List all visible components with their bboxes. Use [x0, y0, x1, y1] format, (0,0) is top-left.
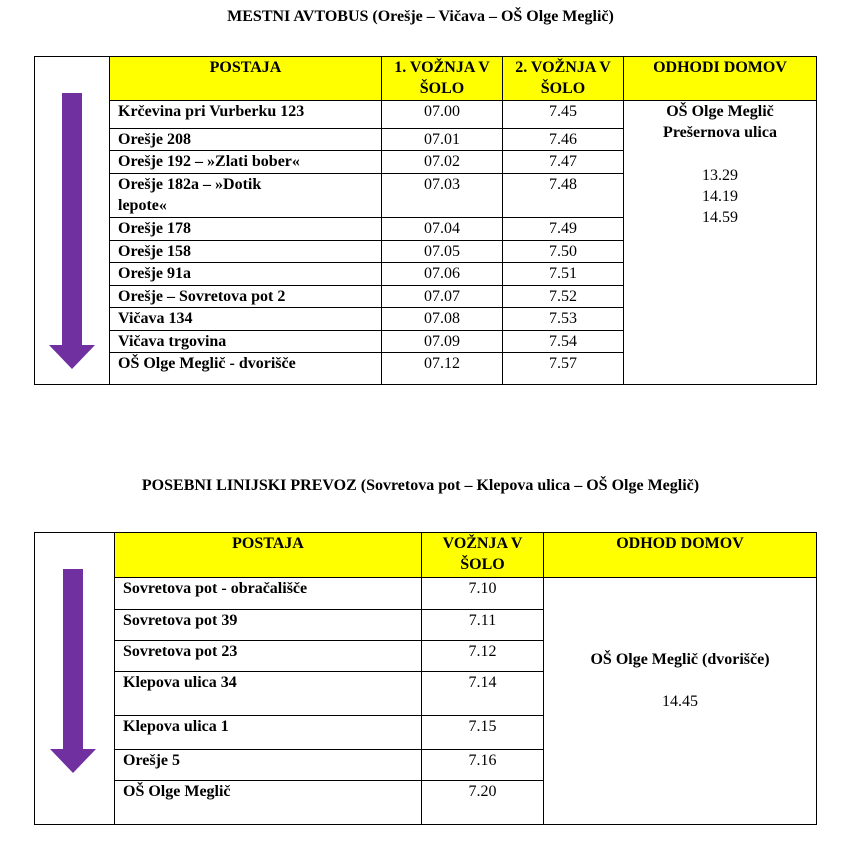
- stop-name: OŠ Olge Meglič: [115, 781, 422, 825]
- header-home: ODHOD DOMOV: [544, 533, 817, 578]
- trip-1-time: 07.03: [382, 174, 503, 218]
- stop-name: Klepova ulica 34: [115, 672, 422, 716]
- trip-2-time: 7.46: [503, 129, 624, 151]
- stop-name: OŠ Olge Meglič - dvorišče: [110, 353, 382, 385]
- city-bus-schedule-table: [34, 56, 817, 385]
- trip-time: 7.11: [422, 610, 544, 641]
- table-row: [35, 578, 817, 610]
- stop-name: Klepova ulica 1: [115, 716, 422, 750]
- home-departures-cell: [624, 101, 817, 385]
- trip-1-time: 07.02: [382, 151, 503, 174]
- home-place-line-1: OŠ Olge Meglič: [666, 103, 774, 120]
- stop-name: Orešje – Sovretova pot 2: [110, 286, 382, 308]
- trip-time: 7.15: [422, 716, 544, 750]
- arrow-cell: [35, 57, 110, 385]
- header-stop: POSTAJA: [110, 57, 382, 101]
- stop-name: Krčevina pri Vurberku 123: [110, 101, 382, 129]
- stop-name: Orešje 178: [110, 218, 382, 241]
- trip-1-time: 07.01: [382, 129, 503, 151]
- trip-2-time: 7.54: [503, 331, 624, 353]
- stop-name: Orešje 208: [110, 129, 382, 151]
- stop-name: Orešje 158: [110, 241, 382, 263]
- stop-name: Orešje 192 – »Zlati bober«: [110, 151, 382, 174]
- trip-2-time: 7.49: [503, 218, 624, 241]
- trip-2-time: 7.57: [503, 353, 624, 385]
- table-row: [35, 101, 817, 129]
- trip-1-time: 07.08: [382, 308, 503, 331]
- home-place-line-2: Prešernova ulica: [663, 124, 777, 141]
- trip-1-time: 07.07: [382, 286, 503, 308]
- home-time: 13.29: [702, 167, 738, 184]
- trip-1-time: 07.09: [382, 331, 503, 353]
- stop-name: Sovretova pot 39: [115, 610, 422, 641]
- down-arrow-head: [50, 749, 96, 773]
- stop-name: Vičava trgovina: [110, 331, 382, 353]
- trip-2-time: 7.50: [503, 241, 624, 263]
- special-line-schedule-table: [34, 532, 817, 825]
- stop-name: Orešje 91a: [110, 263, 382, 286]
- trip-1-time: 07.00: [382, 101, 503, 129]
- trip-time: 7.10: [422, 578, 544, 610]
- trip-1-time: 07.06: [382, 263, 503, 286]
- home-time: 14.19: [702, 188, 738, 205]
- stop-name: Orešje 182a – »Dotik lepote«: [110, 174, 382, 218]
- header-trip: VOŽNJA V ŠOLO: [422, 533, 544, 578]
- special-line-title: POSEBNI LINIJSKI PREVOZ (Sovretova pot – Klepova ulica – OŠ Olge Meglič): [141, 477, 700, 494]
- home-time: 14.59: [702, 209, 738, 226]
- stop-name: Orešje 5: [115, 750, 422, 781]
- trip-1-time: 07.12: [382, 353, 503, 385]
- home-place: OŠ Olge Meglič (dvorišče): [590, 650, 770, 668]
- stop-name: Sovretova pot - obračališče: [115, 578, 422, 610]
- trip-2-time: 7.45: [503, 101, 624, 129]
- header-trip-1: 1. VOŽNJA V ŠOLO: [382, 57, 503, 101]
- trip-time: 7.20: [422, 781, 544, 825]
- home-time: 14.45: [662, 692, 698, 710]
- trip-2-time: 7.51: [503, 263, 624, 286]
- down-arrow-head: [49, 345, 95, 369]
- stop-name: Vičava 134: [110, 308, 382, 331]
- trip-2-time: 7.48: [503, 174, 624, 218]
- trip-1-time: 07.04: [382, 218, 503, 241]
- trip-2-time: 7.47: [503, 151, 624, 174]
- arrow-cell: [35, 533, 115, 825]
- bus-title: MESTNI AVTOBUS (Orešje – Vičava – OŠ Olge Meglič): [227, 8, 614, 25]
- trip-2-time: 7.52: [503, 286, 624, 308]
- trip-1-time: 07.05: [382, 241, 503, 263]
- header-trip-2: 2. VOŽNJA V ŠOLO: [503, 57, 624, 101]
- header-stop: POSTAJA: [115, 533, 422, 578]
- trip-time: 7.14: [422, 672, 544, 716]
- trip-time: 7.12: [422, 641, 544, 672]
- header-home: ODHODI DOMOV: [624, 57, 817, 101]
- stop-name: Sovretova pot 23: [115, 641, 422, 672]
- down-arrow-icon: [63, 569, 83, 760]
- down-arrow-icon: [62, 93, 82, 345]
- home-departures-cell: [544, 578, 817, 825]
- trip-time: 7.16: [422, 750, 544, 781]
- trip-2-time: 7.53: [503, 308, 624, 331]
